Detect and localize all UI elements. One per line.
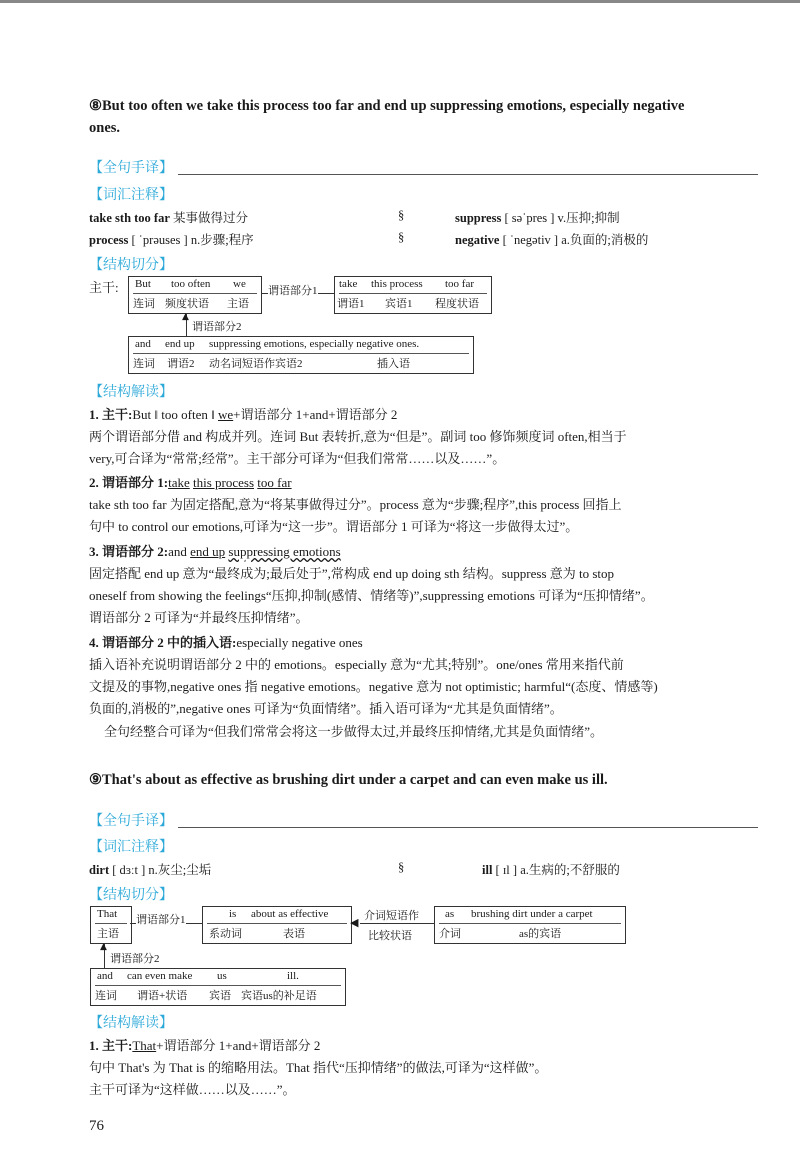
vocab-separator: § <box>398 230 405 244</box>
box-role: 主语 <box>97 928 119 940</box>
header-translate-8: 【全句手译】 <box>89 160 173 176</box>
box-role: 主语 <box>227 298 249 310</box>
header-translate-9: 【全句手译】 <box>89 813 173 829</box>
box-role: 谓语2 <box>167 358 195 370</box>
box-word: can even make <box>127 970 193 982</box>
analysis-8-p2-title: 2. 谓语部分 1:take this process too far <box>89 475 292 490</box>
sentence-8-cont: ones. <box>89 120 121 136</box>
box-word: suppressing emotions, especially negative ones. <box>209 338 420 350</box>
analysis-8-p3-line1: 固定搭配 end up 意为“最终成为;最后处于”,常构成 end up doing sth 结构。suppress 意为 to stop <box>89 566 615 581</box>
box-role: 谓语1 <box>337 298 365 310</box>
box-word: too often <box>171 278 211 290</box>
box-role: 系动词 <box>209 928 242 940</box>
diagram9-box-subject <box>90 906 132 944</box>
vocab-item-negative: negative [ ˈnegətiv ] a.负面的;消极的 <box>455 233 649 247</box>
box-role: 程度状语 <box>435 298 479 310</box>
box-word: end up <box>165 338 195 350</box>
box-word: That <box>97 908 118 920</box>
vocab-item-take-sth-too-far: take sth too far 某事做得过分 <box>89 211 249 225</box>
box-word: ill. <box>287 970 299 982</box>
box-word: as <box>445 908 455 920</box>
analysis-8-p4-line3: 负面的,消极的”,negative ones 可译为“负面情绪”。插入语可译为“尤其是负面情绪”。 <box>89 701 563 716</box>
top-border <box>0 0 800 3</box>
header-vocab-9: 【词汇注释】 <box>89 839 173 855</box>
diagram9-box-predicate2 <box>90 968 346 1006</box>
diagram9-arrow-label: 谓语部分2 <box>110 953 160 965</box>
box-role: 宾语us的补足语 <box>241 990 317 1002</box>
analysis-8-p1-line1: 两个谓语部分借 and 构成并列。连词 But 表转折,意为“但是”。副词 too 修饰频度词 often,相当于 <box>89 429 627 444</box>
arrowhead-icon: ▲ <box>182 312 189 322</box>
vocab-item-suppress: suppress [ səˈpres ] v.压抑;抑制 <box>455 211 620 225</box>
vocab-item-process: process [ ˈprəuses ] n.步骤;程序 <box>89 233 254 247</box>
box-role: 表语 <box>283 928 305 940</box>
box-word: this process <box>371 278 423 290</box>
box-word: too far <box>445 278 475 290</box>
diagram-box-predicate2 <box>128 336 474 374</box>
analysis-8-p3-line3: 谓语部分 2 可译为“并最终压抑情绪”。 <box>89 610 309 625</box>
header-vocab-8: 【词汇注释】 <box>89 187 173 203</box>
analysis-8-p3-title: 3. 谓语部分 2:and end up suppressing emotions <box>89 544 341 559</box>
diagram9-lab2-top: 介词短语作 <box>364 907 419 923</box>
analysis-8-p1-line2: very,可合译为“常常;经常”。主干部分可译为“但我们常常……以及……”。 <box>89 451 506 466</box>
box-word: But <box>135 278 151 290</box>
sentence-9: ⑨That's about as effective as brushing dirt under a carpet and can even make us ill. <box>89 772 608 788</box>
box-word: we <box>233 278 246 290</box>
analysis-9-p1-line1: 句中 That's 为 That is 的缩略用法。That 指代“压抑情绪”的做法,可译为“这样做”。 <box>89 1060 548 1075</box>
analysis-8-p4-line1: 插入语补充说明谓语部分 2 中的 emotions。especially 意为“尤其;特别”。one/ones 常用来指代前 <box>89 657 624 672</box>
header-analysis-9: 【结构解读】 <box>89 1015 173 1031</box>
arrowhead-icon: ▲ <box>100 942 107 952</box>
analysis-8-p2-line2: 句中 to control our emotions,可译为“这一步”。谓语部分 1 可译为“将这一步做得太过”。 <box>89 519 579 534</box>
box-role: 谓语+状语 <box>137 990 188 1002</box>
box-word: brushing dirt under a carpet <box>471 908 593 920</box>
box-role: as的宾语 <box>519 928 562 940</box>
box-role: 频度状语 <box>165 298 209 310</box>
translate-line-9 <box>178 827 758 828</box>
box-role: 连词 <box>133 298 155 310</box>
analysis-8-p1-title: 1. 主干:But ‖ too often ‖ we+谓语部分 1+and+谓语部分 2 <box>89 407 398 422</box>
box-word: and <box>135 338 151 350</box>
analysis-9-p1-title: 1. 主干:That+谓语部分 1+and+谓语部分 2 <box>89 1038 321 1053</box>
analysis-8-final: 全句经整合可译为“但我们常常会将这一步做得太过,并最终压抑情绪,尤其是负面情绪”。 <box>104 724 604 739</box>
sentence-8: ⑧But too often we take this process too far and end up suppressing emotions, especially negative <box>89 98 685 114</box>
diagram9-lab1: 谓语部分1 <box>136 911 186 927</box>
analysis-8-p4-line2: 文提及的事物,negative ones 指 negative emotions。negative 意为 not optimistic; harmful“(态度、情感等) <box>89 679 658 694</box>
analysis-9-p1-line2: 主干可译为“这样做……以及……”。 <box>89 1082 296 1097</box>
box-word: us <box>217 970 227 982</box>
diagram-box-subject <box>128 276 262 314</box>
diagram-arrow-label: 谓语部分2 <box>192 321 242 333</box>
analysis-8-p4-title: 4. 谓语部分 2 中的插入语:especially negative ones <box>89 635 363 650</box>
diagram-mid-label: 谓语部分1 <box>268 282 318 298</box>
vocab-item-dirt: dirt [ dɜːt ] n.灰尘;尘垢 <box>89 863 212 877</box>
header-struct-9: 【结构切分】 <box>89 887 173 903</box>
box-role: 介词 <box>439 928 461 940</box>
translate-line-8 <box>178 174 758 175</box>
box-role: 插入语 <box>377 358 410 370</box>
diagram-main-label: 主干: <box>89 280 119 295</box>
diagram-box-predicate1 <box>334 276 492 314</box>
page-number: 76 <box>89 1118 104 1134</box>
box-role: 宾语1 <box>385 298 413 310</box>
box-role: 连词 <box>95 990 117 1002</box>
analysis-8-p3-line2: oneself from showing the feelings“压抑,抑制(感情、情绪等)”,suppressing emotions 可译为“压抑情绪”。 <box>89 588 654 603</box>
diagram9-box-prep <box>434 906 626 944</box>
box-word: and <box>97 970 113 982</box>
header-struct-8: 【结构切分】 <box>89 257 173 273</box>
box-word: about as effective <box>251 908 329 920</box>
header-analysis-8: 【结构解读】 <box>89 384 173 400</box>
vocab-item-ill: ill [ ɪl ] a.生病的;不舒服的 <box>482 863 620 877</box>
analysis-8-p2-line1: take sth too far 为固定搭配,意为“将某事做得过分”。process 意为“步骤;程序”,this process 回指上 <box>89 497 622 512</box>
arrow-left-icon: ◀ <box>350 916 359 929</box>
box-word: is <box>229 908 237 920</box>
box-role: 连词 <box>133 358 155 370</box>
diagram9-lab2-bot: 比较状语 <box>368 930 412 942</box>
vocab-separator: § <box>398 208 405 222</box>
diagram9-connector2 <box>360 923 434 924</box>
box-role: 动名词短语作宾语2 <box>209 358 303 370</box>
box-role: 宾语 <box>209 990 231 1002</box>
box-word: take <box>339 278 358 290</box>
vocab-separator: § <box>398 860 405 874</box>
diagram9-box-predicate1 <box>202 906 352 944</box>
